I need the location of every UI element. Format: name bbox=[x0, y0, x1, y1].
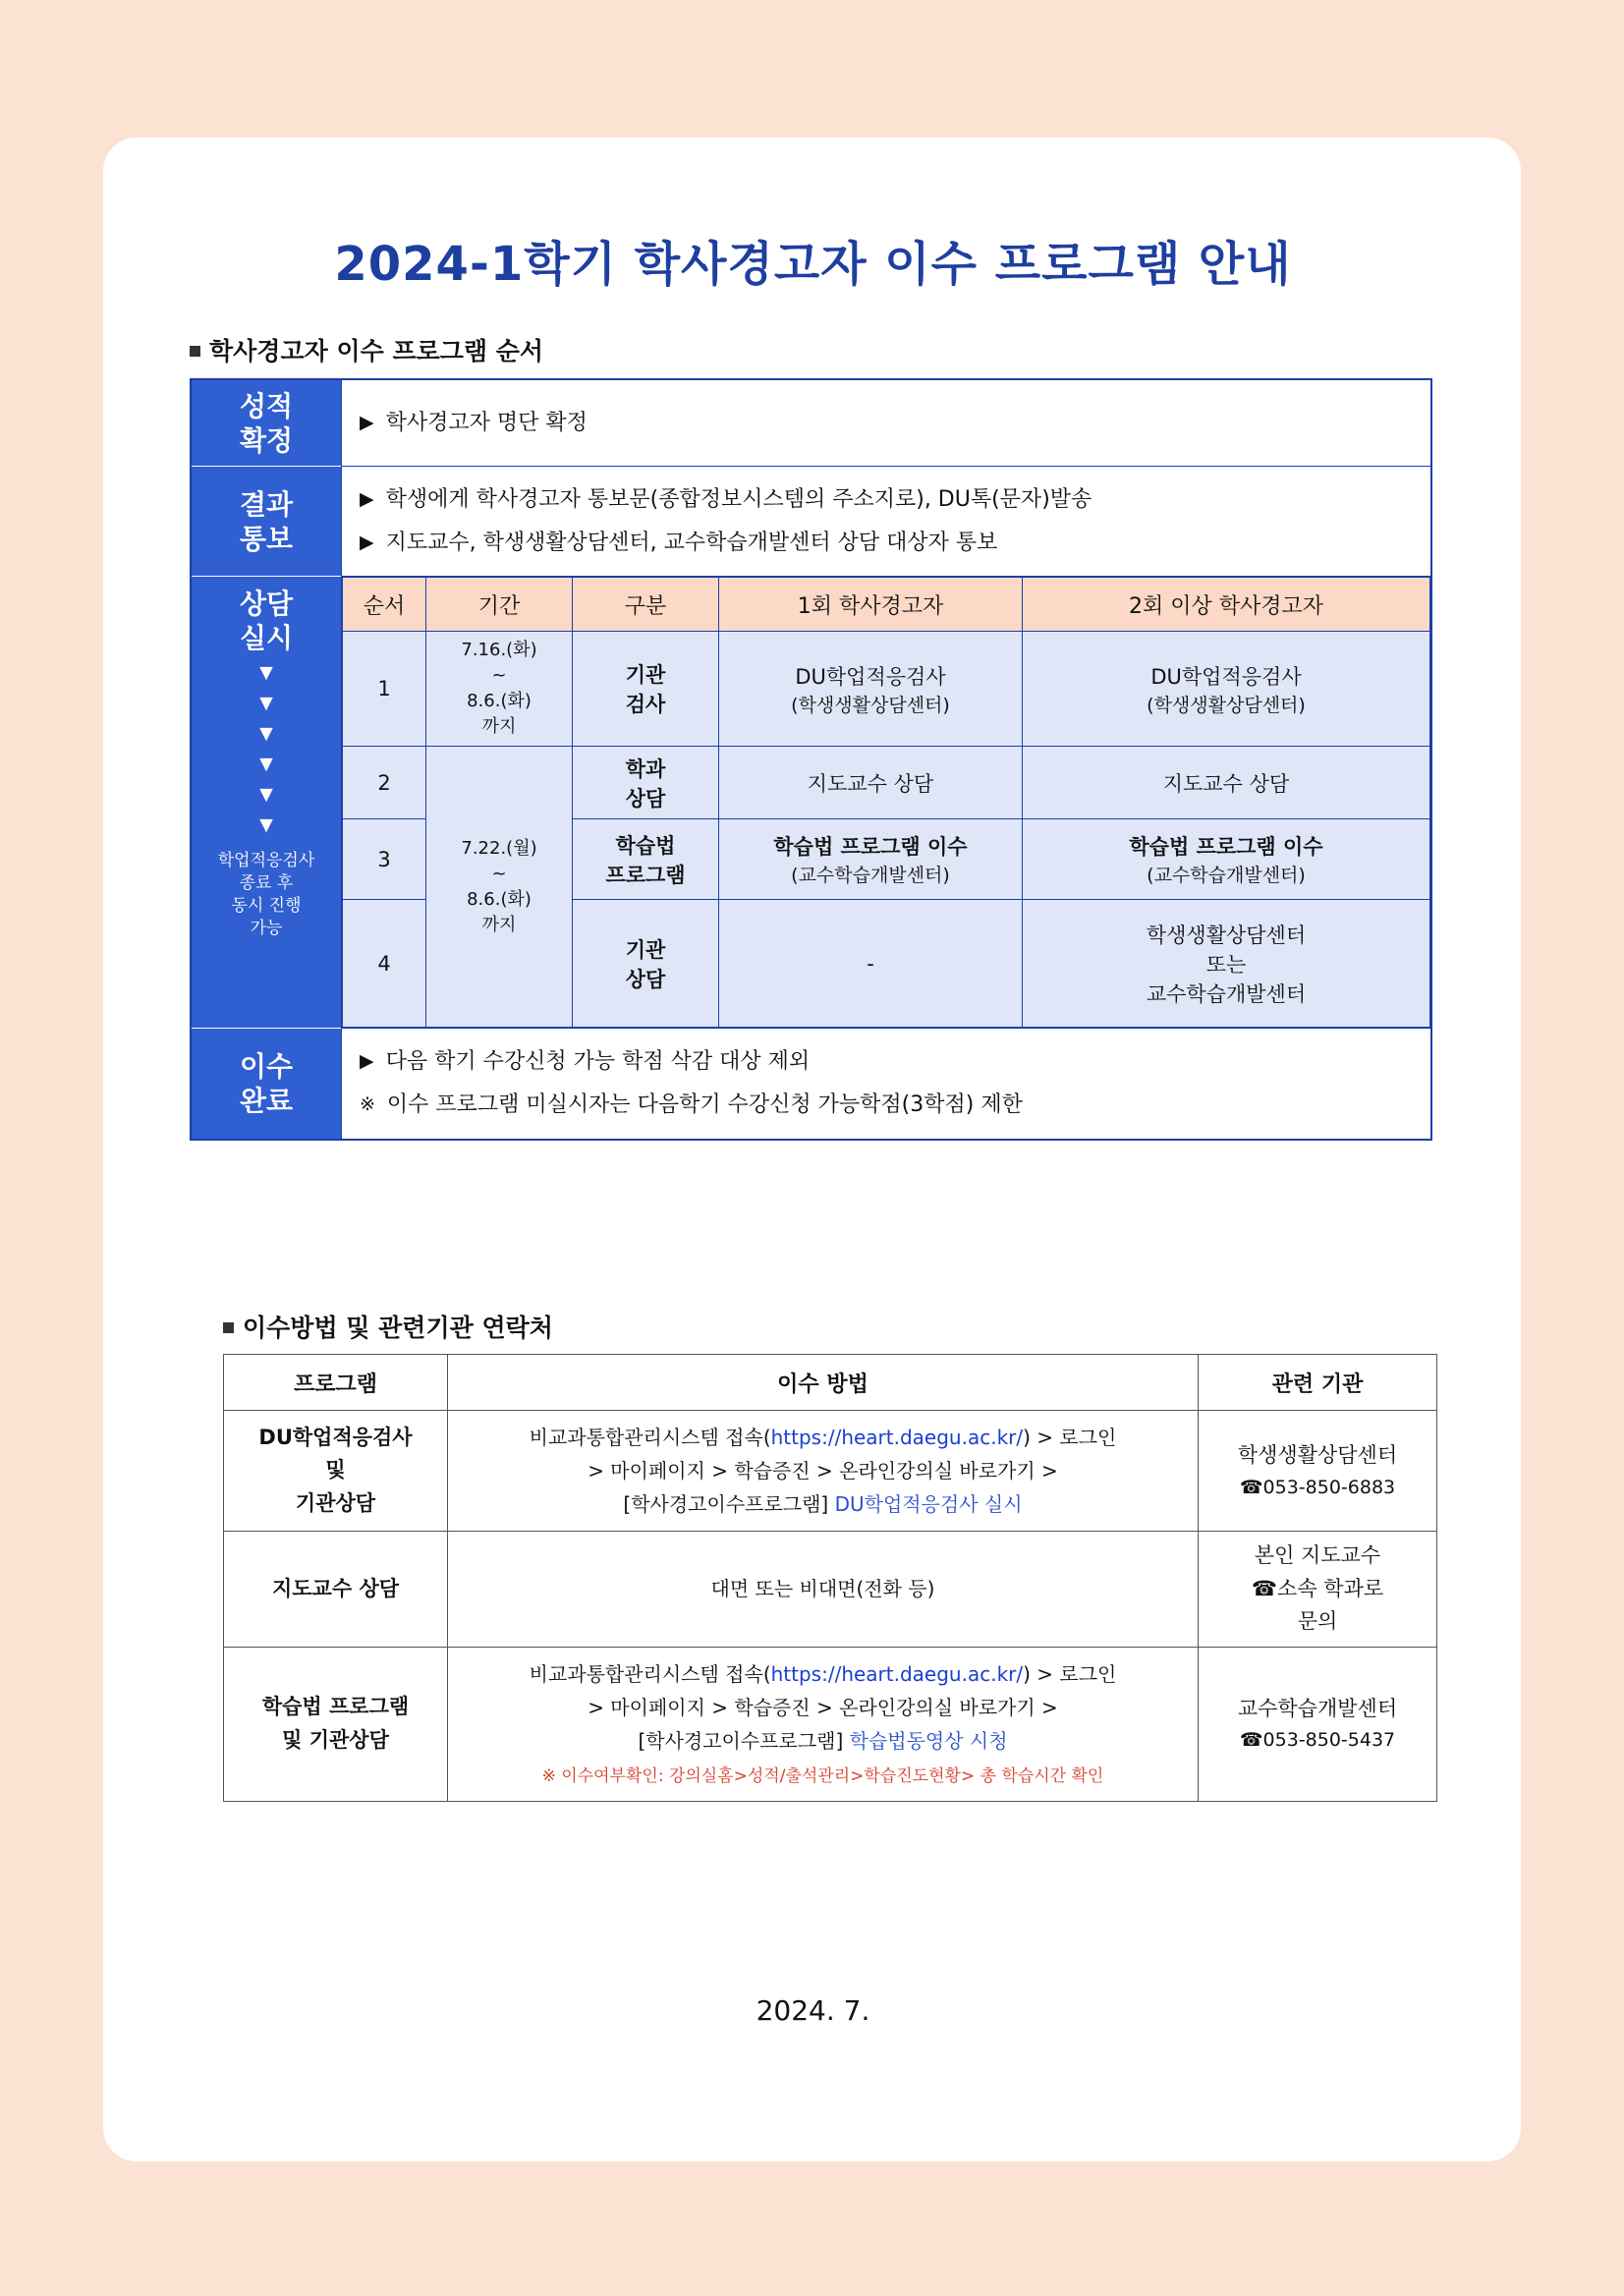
schedule-row3-first-main: 학습법 프로그램 이수 bbox=[773, 835, 968, 860]
schedule-row3-type: 학습법 프로그램 bbox=[573, 819, 719, 900]
contacts-col-program: 프로그램 bbox=[224, 1355, 448, 1411]
contacts-row2-program: 지도교수 상담 bbox=[224, 1532, 448, 1648]
schedule-row1-first bbox=[719, 632, 1023, 747]
contacts-col-method: 이수 방법 bbox=[448, 1355, 1199, 1411]
flow-row4-line2: 이수 프로그램 미실시자는 다음학기 수강신청 가능학점(3학점) 제한 bbox=[386, 1092, 1023, 1118]
flow-label-grade-confirm: 성적 확정 bbox=[192, 380, 341, 467]
contacts-row1-org bbox=[1199, 1411, 1437, 1532]
schedule-row1-second-sub: (학생생활상담센터) bbox=[1147, 694, 1306, 716]
contacts-row3-method-line3-pre: [학사경고이수프로그램] bbox=[638, 1728, 850, 1753]
arrow-down-icon: ▼ bbox=[254, 690, 278, 715]
contacts-row1-method-line2: > 마이페이지 > 학습증진 > 온라인강의실 바로가기 > bbox=[588, 1459, 1058, 1483]
telephone-icon: ☎ bbox=[1251, 1576, 1278, 1600]
schedule-col-first-warning: 1회 학사경고자 bbox=[719, 578, 1023, 632]
contacts-row3-method-note: ※ 이수여부확인: 강의실홈>성적/출석관리>학습진도현황> 총 학습시간 확인 bbox=[541, 1765, 1104, 1786]
flow-label-counseling bbox=[192, 577, 341, 1029]
triangle-bullet-icon: ▶ bbox=[360, 487, 374, 510]
flow-row-result-notice bbox=[192, 467, 1430, 577]
schedule-row3-second-main: 학습법 프로그램 이수 bbox=[1129, 835, 1323, 860]
flow-table bbox=[190, 378, 1432, 1141]
contacts-row1-method-pre: 비교과통합관리시스템 접속( bbox=[529, 1426, 771, 1449]
contacts-row1-org-phone-wrap bbox=[1204, 1473, 1430, 1502]
contacts-row2-org bbox=[1199, 1532, 1437, 1648]
heart-system-link[interactable]: https://heart.daegu.ac.kr/ bbox=[770, 1661, 1024, 1686]
contacts-row-du-test bbox=[224, 1411, 1437, 1532]
section-heading-contacts bbox=[223, 1309, 553, 1344]
contacts-table bbox=[223, 1354, 1437, 1802]
contacts-row-advisor bbox=[224, 1532, 1437, 1648]
flow-row-completion bbox=[192, 1029, 1430, 1139]
contacts-row1-method-line3-pre: [학사경고이수프로그램] bbox=[623, 1492, 835, 1516]
schedule-row1-second bbox=[1023, 632, 1430, 747]
flow-content-grade-confirm bbox=[341, 380, 1430, 467]
contacts-row2-org-line2 bbox=[1204, 1573, 1430, 1606]
telephone-icon: ☎ bbox=[1239, 1476, 1263, 1498]
contacts-row3-method-line2: > 마이페이지 > 학습증진 > 온라인강의실 바로가기 > bbox=[588, 1695, 1058, 1719]
triangle-bullet-icon: ▶ bbox=[360, 531, 374, 553]
footer-date: 2024. 7. bbox=[756, 1994, 870, 2027]
schedule-header-row bbox=[343, 578, 1430, 632]
schedule-row1-second-main: DU학업적응검사 bbox=[1150, 664, 1302, 689]
schedule-row1-type: 기관 검사 bbox=[573, 632, 719, 747]
schedule-row2-type: 학과 상담 bbox=[573, 747, 719, 819]
contacts-row3-org-name: 교수학습개발센터 bbox=[1237, 1696, 1398, 1720]
contacts-row2-org-line1: 본인 지도교수 bbox=[1254, 1543, 1381, 1567]
contacts-row1-method-line3-blue: DU학업적응검사 실시 bbox=[834, 1492, 1023, 1516]
down-arrow-group bbox=[255, 661, 278, 836]
square-bullet-icon bbox=[190, 346, 200, 357]
arrow-down-icon: ▼ bbox=[254, 720, 278, 746]
flow-counseling-note: 학업적응검사 종료 후 동시 진행 가능 bbox=[217, 851, 315, 938]
contacts-row2-org-line3: 문의 bbox=[1297, 1609, 1338, 1634]
schedule-row1-no: 1 bbox=[343, 632, 426, 747]
section2-heading-text: 이수방법 및 관련기관 연락처 bbox=[243, 1314, 553, 1342]
schedule-row3-second bbox=[1023, 819, 1430, 900]
contacts-row3-org bbox=[1199, 1647, 1437, 1801]
schedule-row4-second: 학생생활상담센터 또는 교수학습개발센터 bbox=[1023, 900, 1430, 1028]
flow-content-completion bbox=[341, 1029, 1430, 1139]
schedule-table bbox=[342, 577, 1430, 1028]
schedule-row-2 bbox=[343, 747, 1430, 819]
document-page bbox=[103, 138, 1521, 2161]
flow-row2-line2: 지도교수, 학생생활상담센터, 교수학습개발센터 상담 대상자 통보 bbox=[385, 530, 998, 555]
section1-heading-text: 학사경고자 이수 프로그램 순서 bbox=[209, 337, 544, 365]
schedule-row3-no: 3 bbox=[343, 819, 426, 900]
contacts-row1-org-phone: 053-850-6883 bbox=[1262, 1476, 1396, 1498]
triangle-bullet-icon: ▶ bbox=[360, 1050, 374, 1073]
contacts-row-learning-program bbox=[224, 1647, 1437, 1801]
contacts-row3-method-post: ) > 로그인 bbox=[1023, 1661, 1117, 1686]
flow-label-counseling-text: 상담 실시 bbox=[239, 588, 294, 654]
contacts-col-org: 관련 기관 bbox=[1199, 1355, 1437, 1411]
contacts-row3-program: 학습법 프로그램 및 기관상담 bbox=[224, 1647, 448, 1801]
heart-system-link[interactable]: https://heart.daegu.ac.kr/ bbox=[770, 1426, 1024, 1449]
schedule-row2-no: 2 bbox=[343, 747, 426, 819]
triangle-bullet-icon: ▶ bbox=[360, 411, 374, 433]
contacts-row3-org-phone: 053-850-5437 bbox=[1262, 1729, 1396, 1752]
flow-row-counseling bbox=[192, 577, 1430, 1029]
section-heading-program-order bbox=[190, 332, 543, 367]
arrow-down-icon: ▼ bbox=[254, 781, 278, 807]
schedule-col-order: 순서 bbox=[343, 578, 426, 632]
contacts-row2-org-phone: 소속 학과로 bbox=[1277, 1576, 1384, 1600]
flow-row2-line1: 학생에게 학사경고자 통보문(종합정보시스템의 주소지로), DU톡(문자)발송 bbox=[385, 486, 1092, 512]
contacts-row2-method: 대면 또는 비대면(전화 등) bbox=[448, 1532, 1199, 1648]
flow-row1-line1: 학사경고자 명단 확정 bbox=[385, 410, 588, 435]
contacts-row3-method-pre: 비교과통합관리시스템 접속( bbox=[529, 1661, 771, 1686]
flow-content-result-notice bbox=[341, 467, 1430, 577]
schedule-col-type: 구분 bbox=[573, 578, 719, 632]
schedule-col-period: 기간 bbox=[426, 578, 573, 632]
arrow-down-icon: ▼ bbox=[254, 659, 278, 685]
schedule-row1-period: 7.16.(화) ~ 8.6.(화) 까지 bbox=[426, 632, 573, 747]
schedule-table-wrapper bbox=[341, 577, 1430, 1029]
contacts-row3-method bbox=[448, 1647, 1199, 1801]
flow-row4-line1: 다음 학기 수강신청 가능 학점 삭감 대상 제외 bbox=[385, 1049, 811, 1075]
page-title: 2024-1학기 학사경고자 이수 프로그램 안내 bbox=[334, 237, 1292, 292]
contacts-row1-method-post: ) > 로그인 bbox=[1023, 1426, 1117, 1449]
schedule-row2-second: 지도교수 상담 bbox=[1023, 747, 1430, 819]
contacts-row1-program: DU학업적응검사 및 기관상담 bbox=[224, 1411, 448, 1532]
flow-row-grade-confirm bbox=[192, 380, 1430, 467]
contacts-row3-org-phone-wrap bbox=[1204, 1725, 1430, 1755]
document-inner bbox=[162, 138, 1464, 2161]
flow-label-completion: 이수 완료 bbox=[192, 1029, 341, 1139]
contacts-row1-org-name: 학생생활상담센터 bbox=[1237, 1443, 1398, 1467]
contacts-row3-method-line3-blue: 학습법동영상 시청 bbox=[849, 1728, 1008, 1753]
contacts-header-row bbox=[224, 1355, 1437, 1411]
schedule-row3-first-sub: (교수학습개발센터) bbox=[791, 865, 950, 887]
schedule-row3-first bbox=[719, 819, 1023, 900]
schedule-row1-first-sub: (학생생활상담센터) bbox=[791, 694, 950, 716]
schedule-row4-no: 4 bbox=[343, 900, 426, 1028]
schedule-row4-type: 기관 상담 bbox=[573, 900, 719, 1028]
flow-label-result-notice: 결과 통보 bbox=[192, 467, 341, 577]
schedule-row1-first-main: DU학업적응검사 bbox=[795, 664, 946, 689]
square-bullet-icon bbox=[223, 1322, 234, 1333]
schedule-row4-first: - bbox=[719, 900, 1023, 1028]
telephone-icon: ☎ bbox=[1239, 1729, 1263, 1752]
arrow-down-icon: ▼ bbox=[254, 812, 278, 837]
schedule-row2-first: 지도교수 상담 bbox=[719, 747, 1023, 819]
asterisk-bullet-icon: ※ bbox=[360, 1093, 375, 1116]
arrow-down-icon: ▼ bbox=[254, 751, 278, 776]
schedule-row-1 bbox=[343, 632, 1430, 747]
contacts-row1-method bbox=[448, 1411, 1199, 1532]
schedule-col-second-warning: 2회 이상 학사경고자 bbox=[1023, 578, 1430, 632]
schedule-row2-period: 7.22.(월) ~ 8.6.(화) 까지 bbox=[426, 747, 573, 1028]
schedule-row3-second-sub: (교수학습개발센터) bbox=[1147, 865, 1306, 887]
